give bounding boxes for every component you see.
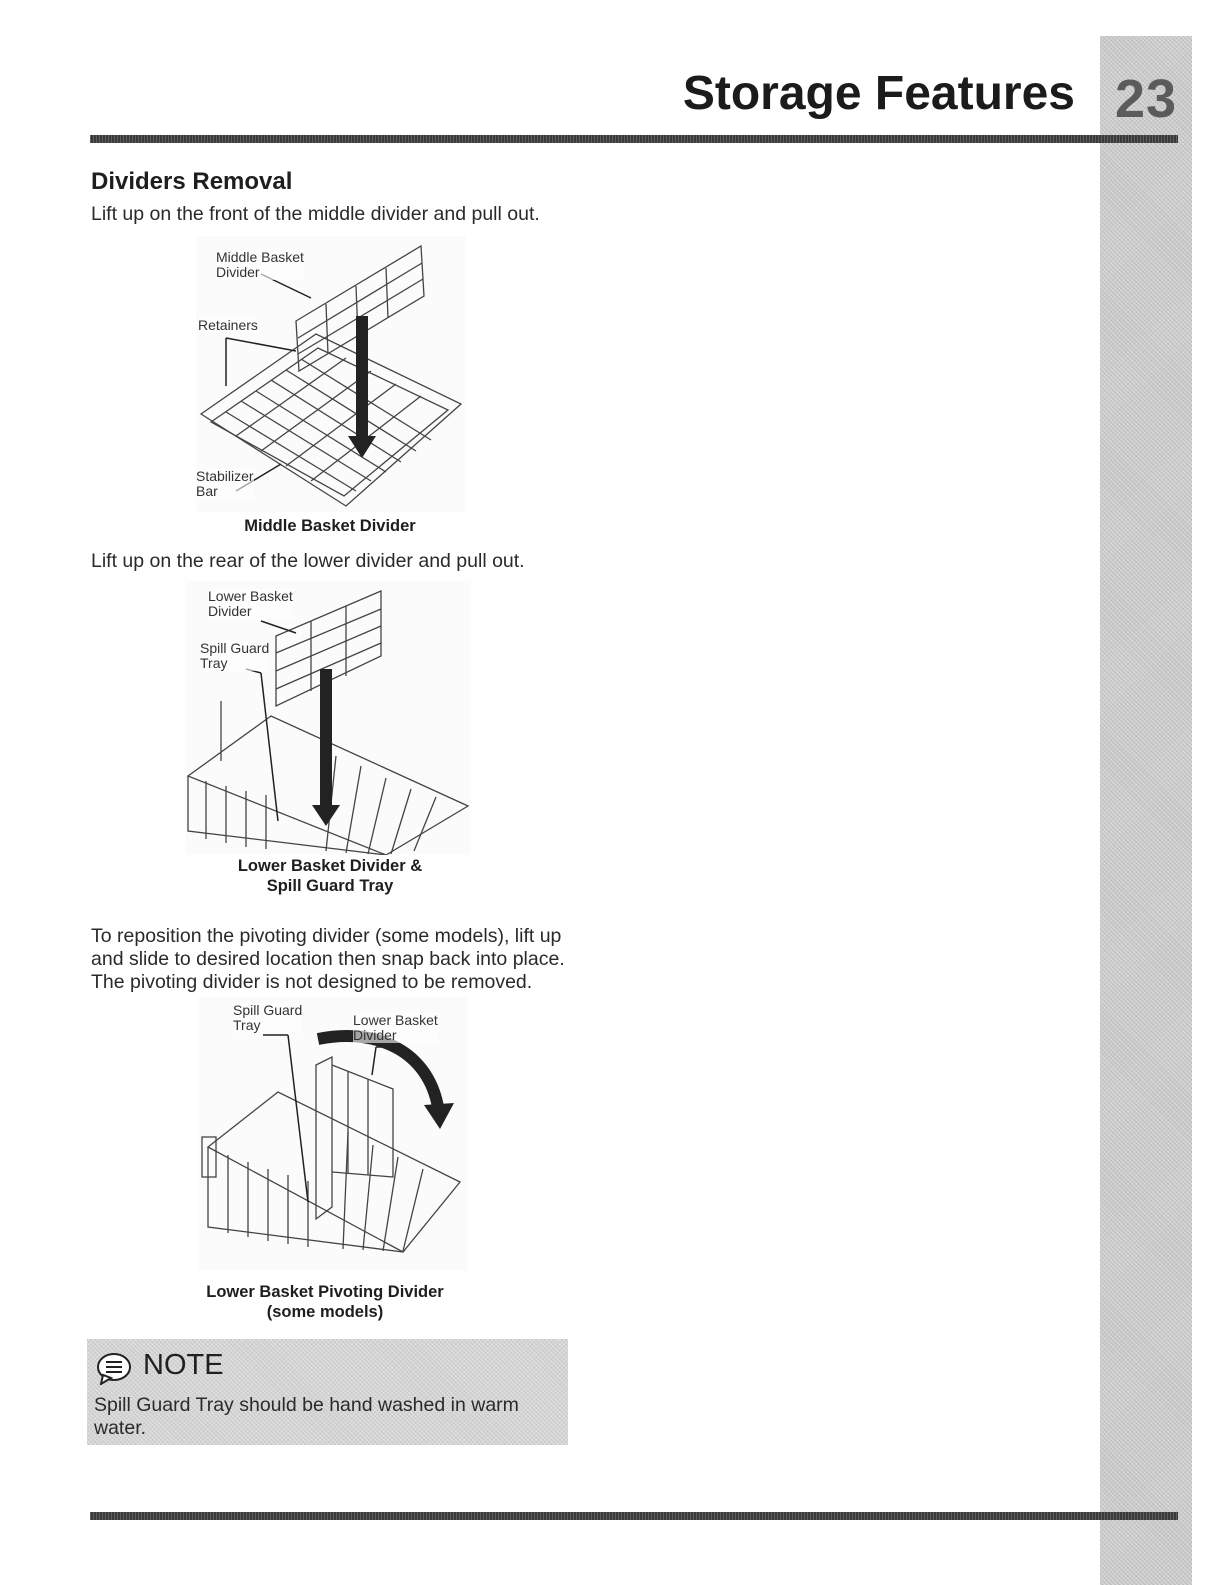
figure-caption-middle-divider: Middle Basket Divider bbox=[244, 517, 416, 535]
paragraph-middle-divider: Lift up on the front of the middle divider and pull out. bbox=[91, 203, 540, 225]
callout-retainers: Retainers bbox=[198, 317, 258, 333]
paragraph-pivoting-divider: To reposition the pivoting divider (some models), lift up and slide to desired location then snap back into place. The pivoting divider is not designed to be removed. bbox=[91, 925, 565, 993]
lower-basket-divider-figure bbox=[186, 581, 471, 855]
note-icon bbox=[95, 1351, 133, 1385]
callout-spill-guard-tray: Spill Guard Tray bbox=[233, 1002, 303, 1033]
callout-middle-basket-divider: Middle Basket Divider bbox=[216, 249, 304, 280]
page-number: 23 bbox=[1114, 69, 1178, 129]
callout-spill-guard-tray: Spill Guard Tray bbox=[200, 640, 270, 671]
callout-lower-basket-divider: Lower Basket Divider bbox=[208, 588, 293, 619]
figure-caption-lower-divider: Lower Basket Divider & Spill Guard Tray bbox=[237, 857, 423, 895]
page-title: Storage Features bbox=[682, 67, 1075, 120]
figure-caption-pivoting-divider: Lower Basket Pivoting Divider (some models) bbox=[206, 1283, 444, 1321]
callout-stabilizer-bar: Stabilizer Bar bbox=[196, 468, 254, 499]
callout-lower-basket-divider: Lower Basket Divider bbox=[353, 1012, 438, 1043]
side-tab bbox=[1100, 36, 1192, 1585]
note-text: Spill Guard Tray should be hand washed in warm water. bbox=[94, 1394, 519, 1439]
section-heading: Dividers Removal bbox=[91, 168, 293, 195]
middle-basket-divider-figure bbox=[196, 236, 466, 512]
lower-basket-illustration bbox=[186, 581, 471, 855]
note-title: NOTE bbox=[143, 1349, 224, 1381]
note-box bbox=[87, 1339, 568, 1445]
bottom-rule bbox=[90, 1512, 1178, 1520]
top-rule bbox=[90, 135, 1178, 143]
pivoting-divider-figure bbox=[198, 997, 468, 1271]
paragraph-lower-divider: Lift up on the rear of the lower divider and pull out. bbox=[91, 550, 525, 572]
